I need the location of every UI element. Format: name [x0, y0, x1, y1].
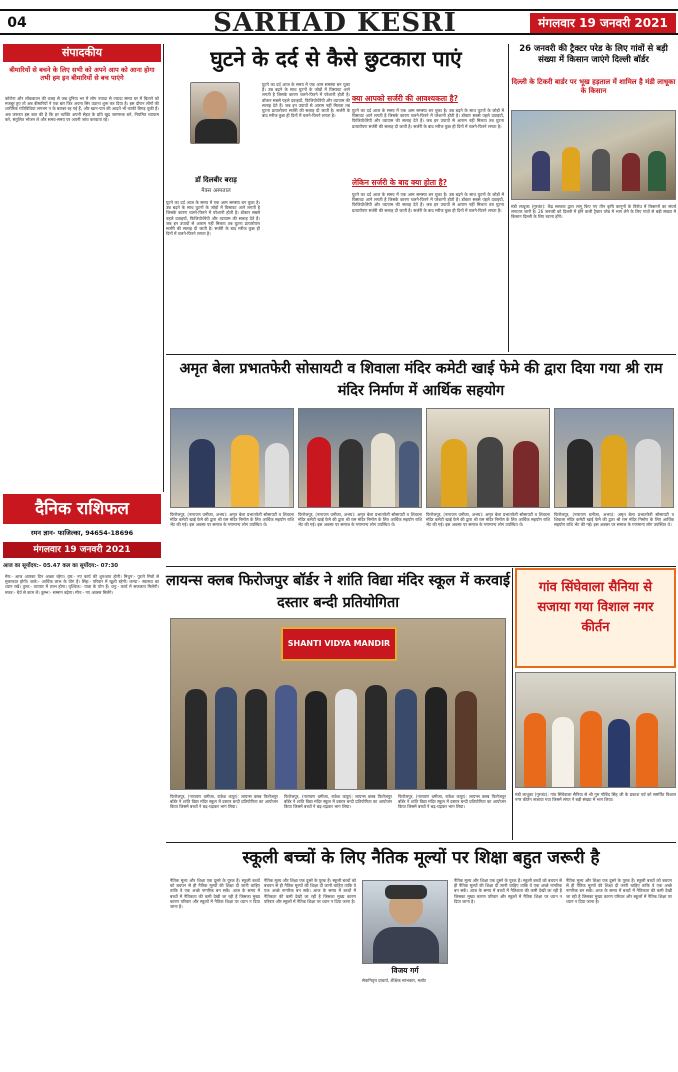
masthead: [0, 0, 678, 42]
banner-headline: अमृत बेला प्रभातफेरी सोसायटी व शिवाला मंदिर कमेटी खाई फेमे की द्वारा दिया गया श्री राम मंदिर निर्माण में आर्थिक सहयोग: [179, 361, 663, 399]
banner-body-4: फिरोजपुर, (नारायण धमीजा, अभय): अमृत बेला प्रभातफेरी सोसायटी व शिवाला मंदिर कमेटी खाई फेमे की द्वारा श्री राम मंदिर निर्माण के लिए आर्थिक सहयोग राशि भेंट की गई। इस अवसर पर समाज के गणमान्य लोग उपस्थित थे।: [554, 512, 674, 528]
kirtan-photo: [515, 672, 676, 788]
side-body: मंडी लाधूका (गुरजंट): केंद्र सरकार द्वारा लागू किए गए तीन कृषि कानूनों के विरोध में किसानों का संघर्ष लगातार जारी है। 26 जनवरी को दिल्ली में होने वाली ट्रैक्टर परेड में भाग लेने के लिए गांवों से बड़ी संख्या में किसान दिल्ली के लिए रवाना होंगे।: [511, 204, 676, 220]
editorial-body: कोरोना और लॉकडाउन की वजह से जब दुनिया भर में लोग ज्यादा से ज्यादा समय घर में बिताने को मजबूर हुए तो अब बीमारियों ने एक बार फिर अपना सिर उठाना शुरू कर दिया है। इस दौरान लोगों की शारीरिक गतिविधियां लगभग न के बराबर रह गई हैं, और खान-पान की आदतें भी काफी बिगड़ चुकी हैं। अब जरूरत इस बात की है कि हर व्यक्ति अपनी सेहत के प्रति खुद जागरूक बने, नियमित व्यायाम करे, संतुलित भोजन ले और समय-समय पर अपनी जांच करवाता रहे।: [5, 96, 159, 122]
question-1: क्या आपको सर्जरी की आवश्यकता है?: [352, 94, 459, 103]
main-body-col1: घुटने का दर्द आज के समय में एक आम समस्या बन चुका है। उम्र बढ़ने के साथ घुटनों के जोड़ों में घिसावट आने लगती है जिसके कारण चलने-फिरने में परेशानी होती है। डॉक्टर सबसे पहले दवाइयों, फिजियोथेरेपी और व्यायाम की सलाह देते हैं। जब इन उपायों से आराम नहीं मिलता तब घुटना प्रत्यारोपण सर्जरी की सलाह दी जाती है। सर्जरी के बाद मरीज कुछ ही दिनों में चलने-फिरने लगता है।: [262, 82, 350, 119]
editorial-section: [3, 44, 161, 492]
banner-body-3: फिरोजपुर, (नारायण धमीजा, अभय): अमृत बेला प्रभातफेरी सोसायटी व शिवाला मंदिर कमेटी खाई फेमे की द्वारा श्री राम मंदिर निर्माण के लिए आर्थिक सहयोग राशि भेंट की गई। इस अवसर पर समाज के गणमान्य लोग उपस्थित थे।: [426, 512, 550, 528]
side-subhead: दिल्ली के टिकरी बार्डर पर भूख हड़ताल में शामिल है मंडी लाधूका के किसान: [511, 78, 676, 95]
banner-story: [166, 356, 676, 564]
lions-photo: [170, 618, 506, 790]
banner-photo-4: [554, 408, 674, 508]
main-body-col0: घुटने का दर्द आज के समय में एक आम समस्या बन चुका है। उम्र बढ़ने के साथ घुटनों के जोड़ों में घिसावट आने लगती है जिसके कारण चलने-फिरने में परेशानी होती है। डॉक्टर सबसे पहले दवाइयों, फिजियोथेरेपी और व्यायाम की सलाह देते हैं। जब इन उपायों से आराम नहीं मिलता तब घुटना प्रत्यारोपण सर्जरी की सलाह दी जाती है। सर्जरी के बाद मरीज कुछ ही दिनों में चलने-फिरने लगता है।: [166, 200, 260, 237]
kirtan-headline: गांव सिंघेवाला सैनिया से सजाया गया विशाल नगर कीर्तन: [515, 568, 676, 668]
author-photo: [190, 82, 240, 144]
lions-headline: लायन्स क्लब फिरोजपुर बॉर्डर ने शांति विद्या मंदिर स्कूल में करवाई दस्तार बन्दी प्रतियोगिता: [166, 573, 510, 611]
bottom-author-caption: विजय गर्ग: [391, 966, 419, 975]
rashifal-section: [3, 494, 161, 1064]
main-body-col2: घुटने का दर्द आज के समय में एक आम समस्या बन चुका है। उम्र बढ़ने के साथ घुटनों के जोड़ों में घिसावट आने लगती है जिसके कारण चलने-फिरने में परेशानी होती है। डॉक्टर सबसे पहले दवाइयों, फिजियोथेरेपी और व्यायाम की सलाह देते हैं। जब इन उपायों से आराम नहीं मिलता तब घुटना प्रत्यारोपण सर्जरी की सलाह दी जाती है। सर्जरी के बाद मरीज कुछ ही दिनों में चलने-फिरने लगता है।: [352, 108, 504, 129]
banner-body-1: फिरोजपुर, (नारायण धमीजा, अभय): अमृत बेला प्रभातफेरी सोसायटी व शिवाला मंदिर कमेटी खाई फेमे की द्वारा श्री राम मंदिर निर्माण के लिए आर्थिक सहयोग राशि भेंट की गई। इस अवसर पर समाज के गणमान्य लोग उपस्थित थे।: [170, 512, 294, 528]
author-name: डॉ दिलबीर बराड़: [195, 176, 237, 184]
banner-photo-2: [298, 408, 422, 508]
page-number: 04: [2, 13, 32, 33]
bottom-body-1: नैतिक मूल्य और शिक्षा एक दूसरे के पूरक हैं। स्कूली बच्चों को बचपन से ही नैतिक मूल्यों की शिक्षा दी जानी चाहिए ताकि वे एक अच्छे नागरिक बन सकें। आज के समय में बच्चों में नैतिकता की कमी देखी जा रही है जिसका मुख्य कारण परिवार और स्कूलों में नैतिक शिक्षा पर ध्यान न दिया जाना है।: [170, 878, 260, 910]
lions-body-1: फिरोजपुर, (नारायण धमीजा, राकेश कपूर): लायन्स क्लब फिरोजपुर बॉर्डर ने शांति विद्या मंदिर स्कूल में दस्तार बन्दी प्रतियोगिता का आयोजन किया जिसमें बच्चों ने बढ़-चढ़कर भाग लिया।: [170, 794, 278, 810]
main-headline: घुटने के दर्द से कैसे छुटकारा पाएं: [210, 47, 462, 71]
rashifal-sun: आज का सूर्योदय:- 05.47 कल का सूर्योदय:- 07:30: [3, 563, 119, 569]
banner-photo-3: [426, 408, 550, 508]
rashifal-byline: रमन ज्ञान- फाजिल्का, 94654-18696: [30, 529, 134, 537]
side-headline: 26 जनवरी की ट्रैक्टर परेड के लिए गांवों से बड़ी संख्या में किसान जाएंगे दिल्ली बॉर्डर: [519, 44, 668, 65]
bottom-body-2: नैतिक मूल्य और शिक्षा एक दूसरे के पूरक हैं। स्कूली बच्चों को बचपन से ही नैतिक मूल्यों की शिक्षा दी जानी चाहिए ताकि वे एक अच्छे नागरिक बन सकें। आज के समय में बच्चों में नैतिकता की कमी देखी जा रही है जिसका मुख्य कारण परिवार और स्कूलों में नैतिक शिक्षा पर ध्यान न दिया जाना है।: [264, 878, 356, 904]
author-photo-bottom: [362, 880, 448, 964]
bottom-story: [166, 844, 676, 1070]
main-body-col3: घुटने का दर्द आज के समय में एक आम समस्या बन चुका है। उम्र बढ़ने के साथ घुटनों के जोड़ों में घिसावट आने लगती है जिसके कारण चलने-फिरने में परेशानी होती है। डॉक्टर सबसे पहले दवाइयों, फिजियोथेरेपी और व्यायाम की सलाह देते हैं। जब इन उपायों से आराम नहीं मिलता तब घुटना प्रत्यारोपण सर्जरी की सलाह दी जाती है। सर्जरी के बाद मरीज कुछ ही दिनों में चलने-फिरने लगता है।: [352, 192, 504, 213]
lions-body-3: फिरोजपुर, (नारायण धमीजा, राकेश कपूर): लायन्स क्लब फिरोजपुर बॉर्डर ने शांति विद्या मंदिर स्कूल में दस्तार बन्दी प्रतियोगिता का आयोजन किया जिसमें बच्चों ने बढ़-चढ़कर भाग लिया।: [398, 794, 506, 810]
editorial-headline: बीमारियों से बचने के लिए सभी को अपने आप को आना होगा तभी हम इन बीमारियों से बच पाएंगे: [9, 66, 155, 82]
masthead-title: SARHAD KESRI: [213, 8, 457, 38]
question-2: लेकिन सर्जरी के बाद क्या होता है?: [352, 178, 448, 187]
editorial-header: संपादकीय: [3, 44, 161, 62]
lions-story: [166, 568, 510, 840]
rashifal-date: मंगलवार 19 जनवरी 2021: [3, 542, 161, 558]
farmers-photo: [511, 110, 676, 200]
kirtan-story: [515, 568, 676, 840]
bottom-headline: स्कूली बच्चों के लिए नैतिक मूल्यों पर शिक्षा बहुत जरूरी है: [242, 848, 600, 868]
bottom-body-4: नैतिक मूल्य और शिक्षा एक दूसरे के पूरक हैं। स्कूली बच्चों को बचपन से ही नैतिक मूल्यों की शिक्षा दी जानी चाहिए ताकि वे एक अच्छे नागरिक बन सकें। आज के समय में बच्चों में नैतिकता की कमी देखी जा रही है जिसका मुख्य कारण परिवार और स्कूलों में नैतिक शिक्षा पर ध्यान न दिया जाना है।: [566, 878, 672, 904]
kirtan-body: मंडी लाधूका (गुरजंट): गांव सिंघेवाला सैनिया से श्री गुरु गोबिंद सिंह जी के प्रकाश पर्व को समर्पित विशाल नगर कीर्तन सजाया गया जिसमें संगत ने बड़ी संख्या में भाग लिया।: [515, 792, 676, 803]
banner-photo-1: [170, 408, 294, 508]
author-role: मैक्स अस्पताल: [201, 188, 231, 194]
bottom-author-note: सेवानिवृत्त प्राचार्य, शैक्षिक स्तंभकार, मलोट: [362, 978, 427, 983]
banner-body-2: फिरोजपुर, (नारायण धमीजा, अभय): अमृत बेला प्रभातफेरी सोसायटी व शिवाला मंदिर कमेटी खाई फेमे की द्वारा श्री राम मंदिर निर्माण के लिए आर्थिक सहयोग राशि भेंट की गई। इस अवसर पर समाज के गणमान्य लोग उपस्थित थे।: [298, 512, 422, 528]
lions-body-2: फिरोजपुर, (नारायण धमीजा, राकेश कपूर): लायन्स क्लब फिरोजपुर बॉर्डर ने शांति विद्या मंदिर स्कूल में दस्तार बन्दी प्रतियोगिता का आयोजन किया जिसमें बच्चों ने बढ़-चढ़कर भाग लिया।: [284, 794, 392, 810]
masthead-date: मंगलवार 19 जनवरी 2021: [530, 13, 676, 33]
rashifal-body: मेष:- आज आपका दिन अच्छा रहेगा। वृष:- नए कार्य की शुरुआत होगी। मिथुन:- पुराने मित्रों से मुलाकात होगी। कर्क:- आर्थिक लाभ के योग हैं। सिंह:- परिवार में खुशी रहेगी। कन्या:- स्वास्थ्य का ध्यान रखें। तुला:- व्यापार में लाभ होगा। वृश्चिक:- यात्रा के योग हैं। धनु:- कार्य में सफलता मिलेगी। मकर:- धैर्य से काम लें। कुम्भ:- सम्मान बढ़ेगा। मीन:- नए अवसर मिलेंगे।: [5, 574, 159, 595]
side-story: [511, 44, 676, 352]
school-banner: SHANTI VIDYA MANDIR: [281, 627, 397, 661]
main-story: [166, 44, 506, 352]
bottom-body-3: नैतिक मूल्य और शिक्षा एक दूसरे के पूरक हैं। स्कूली बच्चों को बचपन से ही नैतिक मूल्यों की शिक्षा दी जानी चाहिए ताकि वे एक अच्छे नागरिक बन सकें। आज के समय में बच्चों में नैतिकता की कमी देखी जा रही है जिसका मुख्य कारण परिवार और स्कूलों में नैतिक शिक्षा पर ध्यान न दिया जाना है।: [454, 878, 562, 904]
rashifal-header: दैनिक राशिफल: [3, 494, 161, 524]
